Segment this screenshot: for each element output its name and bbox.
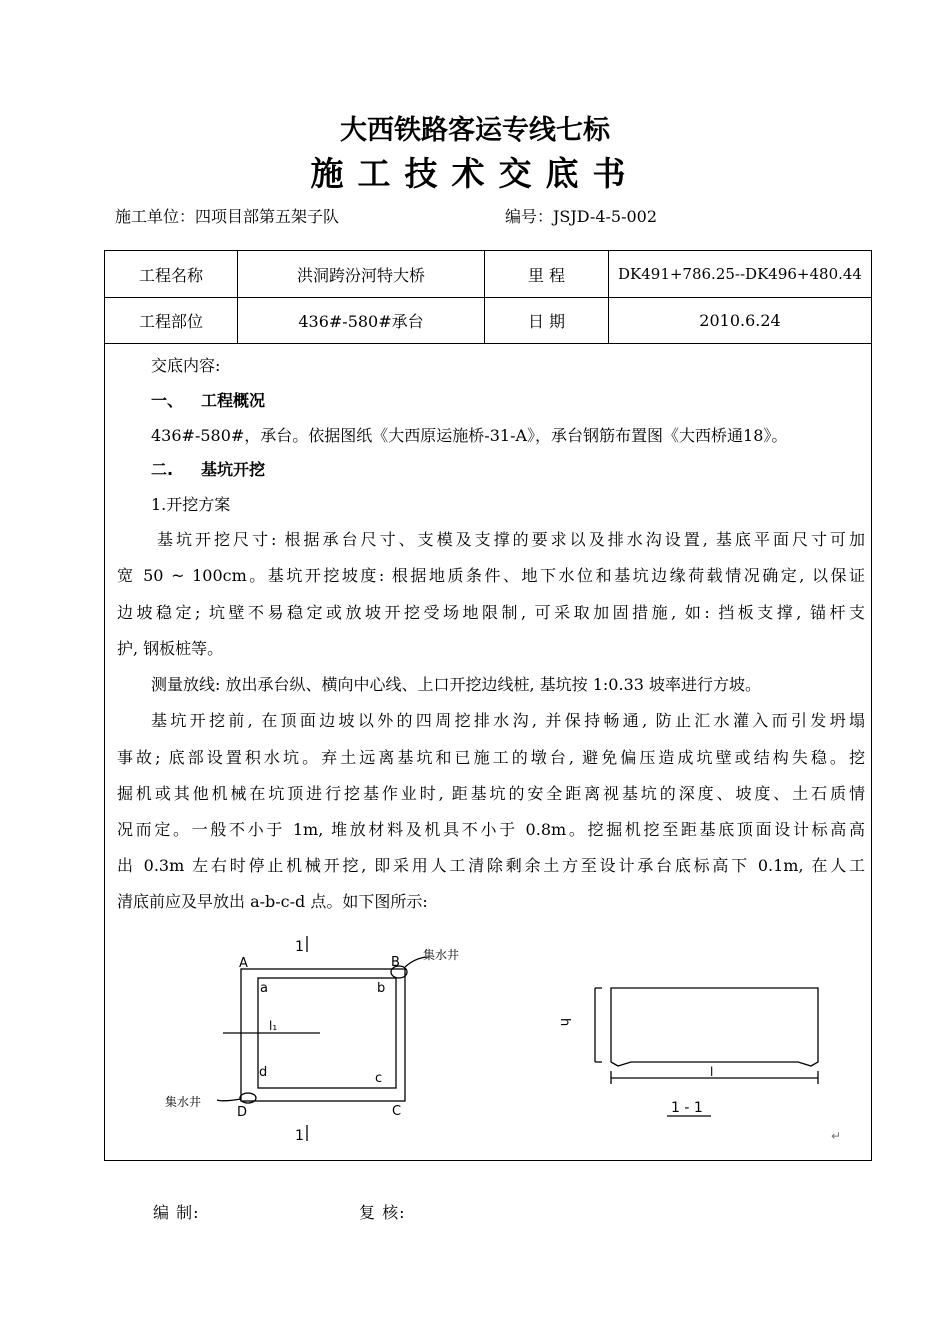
paragraph-line: 测量放线: 放出承台纵、横向中心线、上口开挖边线桩, 基坑按 1:0.33 坡率进行方坡。	[151, 675, 762, 694]
section1-number: 一、	[151, 391, 184, 410]
section2-number: 二.	[151, 460, 174, 479]
excavation-diagram	[105, 926, 871, 1160]
mileage-label: 里 程	[484, 251, 608, 297]
corner-a-label: a	[260, 981, 268, 996]
section-view	[595, 988, 818, 1116]
disclosure-table	[104, 250, 872, 1161]
paragraph-line: 基坑开挖前, 在顶面边坡以外的四周挖排水沟, 并保持畅通, 防止汇水灌入而引发坍塌	[151, 711, 865, 730]
center-length-label: l₁	[269, 1019, 278, 1033]
document-title: 大西铁路客运专线七标	[340, 115, 610, 146]
project-part-value: 436#-580#承台	[237, 297, 484, 343]
paragraph-line: 清底前应及早放出 a-b-c-d 点。如下图所示:	[117, 892, 428, 911]
section-mark-top: 1	[295, 939, 304, 955]
paragraph-line: 边坡稳定; 坑壁不易稳定或放坡开挖受场地限制, 可采取加固措施, 如: 挡板支撑, 锚杆支	[117, 603, 865, 622]
project-part-label: 工程部位	[138, 311, 203, 331]
subsection-title: 1.开挖方案	[151, 495, 231, 514]
sump-label-bottom: 集水井	[165, 1095, 202, 1109]
mileage-value: DK491+786.25--DK496+480.44	[608, 251, 871, 297]
corner-b-label: b	[377, 981, 386, 996]
section-mark-bottom: 1	[295, 1128, 304, 1144]
sump-label-top: 集水井	[423, 948, 460, 962]
table-row	[105, 251, 871, 298]
paragraph-line: 出 0.3m 左右时停止机械开挖, 即采用人工清除剩余土方至设计承台底标高下 0.1m, 在人工	[117, 856, 865, 875]
corner-c-label: c	[375, 1071, 383, 1086]
date-value: 2010.6.24	[608, 297, 871, 343]
section-title: 1 - 1	[671, 1100, 703, 1116]
paragraph-line: 基坑开挖尺寸: 根据承台尺寸、支模及支撑的要求以及排水沟设置, 基底平面尺寸可加	[157, 530, 865, 549]
corner-A-label: A	[239, 956, 248, 971]
paragraph-line: 掘机或其他机械在坑顶进行挖基作业时, 距基坑的安全距离视基坑的深度、坡度、土石质情	[117, 784, 865, 803]
project-name-label: 工程名称	[138, 265, 203, 285]
table-row	[105, 297, 871, 344]
paragraph-line: 况而定。一般不小于 1m, 堆放材料及机具不小于 0.8m。挖掘机挖至距基底顶面设计标高高	[117, 820, 865, 839]
section1-title: 工程概况	[201, 391, 266, 410]
project-name-value: 洪洞跨汾河特大桥	[237, 251, 484, 297]
corner-B-label: B	[391, 955, 400, 970]
paragraph-line: 护, 钢板桩等。	[117, 639, 224, 658]
section2-title: 基坑开挖	[201, 460, 266, 479]
corner-C-label: C	[392, 1104, 402, 1119]
paragraph-line: 事故; 底部设置积水坑。弃土远离基坑和已施工的墩台, 避免偏压造成坑壁或结构失稳。挖	[117, 748, 865, 767]
paragraph-return-mark: ↵	[831, 1129, 842, 1143]
date-label: 日 期	[484, 297, 608, 343]
corner-D-label: D	[237, 1105, 248, 1120]
section1-text: 436#-580#，承台。依据图纸《大西原运施桥-31-A》，承台钢筋布置图《大西桥通18》。	[151, 426, 788, 445]
content-intro: 交底内容:	[151, 356, 221, 375]
corner-d-label: d	[259, 1065, 268, 1080]
construction-unit: 施工单位：四项目部第五架子队	[115, 207, 340, 226]
section-height-label: h	[557, 1018, 572, 1027]
document-subtitle: 施工技术交底书	[310, 154, 640, 193]
paragraph-line: 宽 50 ~ 100cm。基坑开挖坡度: 根据地质条件、地下水位和基坑边缘荷载情况确定, 以保证	[117, 566, 865, 585]
reviewer-label: 复 核:	[359, 1203, 406, 1222]
compiler-label: 编 制:	[153, 1203, 200, 1222]
section-length-label: l	[710, 1065, 714, 1079]
document-number: 编号：JSJD-4-5-002	[505, 207, 658, 226]
